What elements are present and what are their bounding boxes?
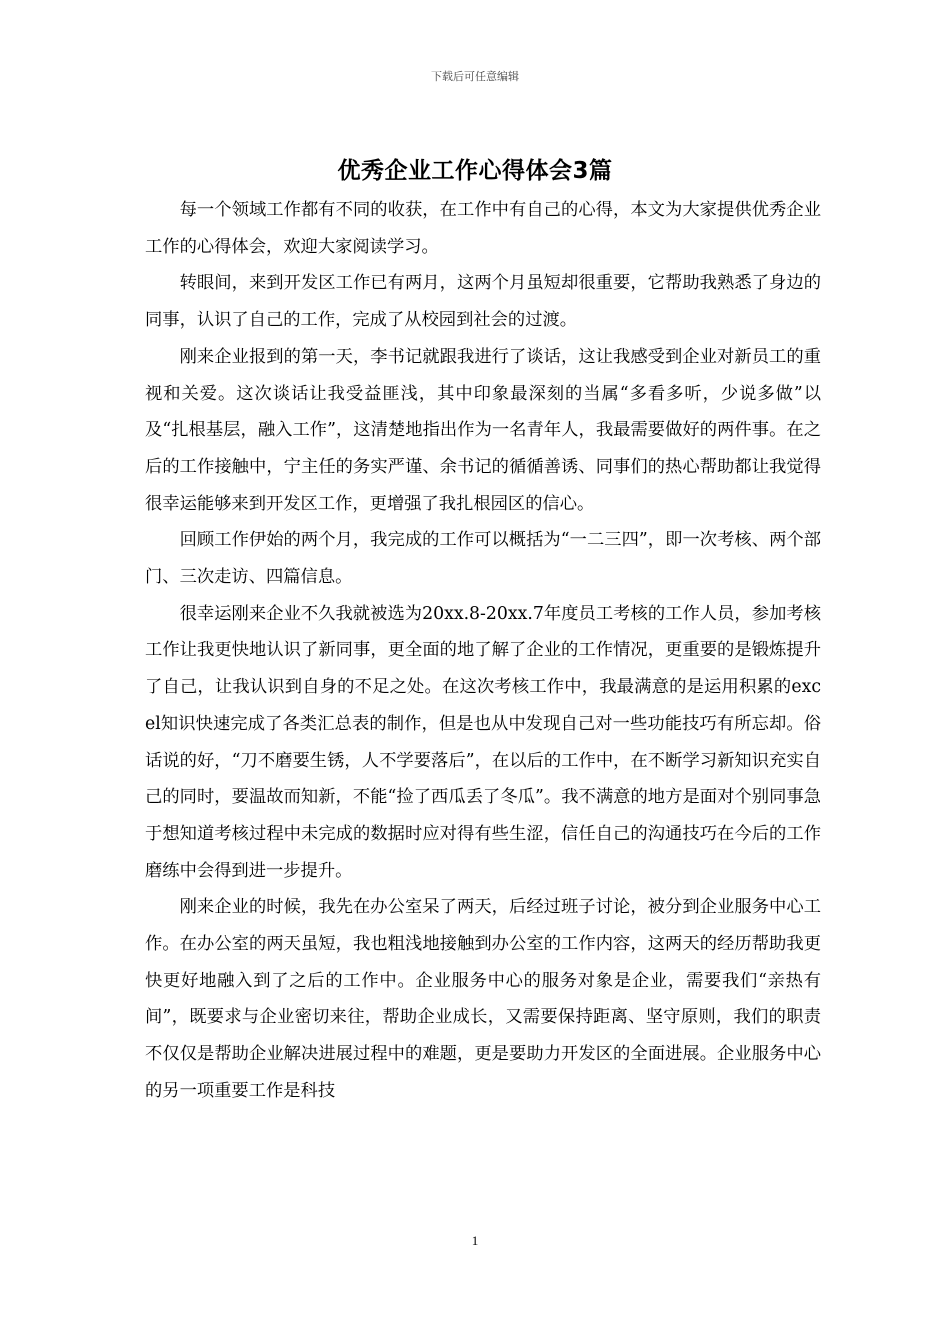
paragraph: 每一个领域工作都有不同的收获，在工作中有自己的心得，本文为大家提供优秀企业工作的心得体会，欢迎大家阅读学习。	[145, 200, 821, 257]
header-note: 下载后可任意编辑	[431, 70, 519, 83]
paragraph: 回顾工作伊始的两个月，我完成的工作可以概括为“一二三四”，即一次考核、两个部门、三次走访、四篇信息。	[145, 530, 821, 588]
paragraph: 刚来企业的时候，我先在办公室呆了两天，后经过班子讨论，被分到企业服务中心工作。在办公室的两天虽短，我也粗浅地接触到办公室的工作内容，这两天的经历帮助我更快更好地融入到了之后的工作中。企业服务中心的服务对象是企业，需要我们“亲热有间”，既要求与企业密切来往，帮助企业成长，又需要保持距离、坚守原则，我们的职责不仅仅是帮助企业解决进展过程中的难题，更是要助力开发区的全面进展。企业服务中心的另一项重要工作是科技	[145, 897, 821, 1101]
document-title: 优秀企业工作心得体会3篇	[337, 158, 613, 184]
paragraph: 转眼间，来到开发区工作已有两月，这两个月虽短却很重要，它帮助我熟悉了身边的同事，认识了自己的工作，完成了从校园到社会的过渡。	[145, 273, 821, 331]
document-body	[145, 192, 821, 1110]
paragraph: 很幸运刚来企业不久我就被选为20xx.8-20xx.7年度员工考核的工作人员，参加考核工作让我更快地认识了新同事，更全面的地了解了企业的工作情况，更重要的是锻炼提升了自己，让我认识到自身的不足之处。在这次考核工作中，我最满意的是运用积累的excel知识快速完成了各类汇总表的制作，但是也从中发现自己对一些功能技巧有所忘却。俗话说的好，“刀不磨要生锈，人不学要落后”，在以后的工作中，在不断学习新知识充实自己的同时，要温故而知新，不能“捡了西瓜丢了冬瓜”。我不满意的地方是面对个别同事急于想知道考核过程中未完成的数据时应对得有些生涩，信任自己的沟通技巧在今后的工作磨练中会得到进一步提升。	[145, 603, 821, 881]
page-number: 1	[471, 1233, 479, 1248]
paragraph: 刚来企业报到的第一天，李书记就跟我进行了谈话，这让我感受到企业对新员工的重视和关爱。这次谈话让我受益匪浅，其中印象最深刻的当属“多看多听，少说多做”以及“扎根基层，融入工作”，这清楚地指出作为一名青年人，我最需要做好的两件事。在之后的工作接触中，宁主任的务实严谨、余书记的循循善诱、同事们的热心帮助都让我觉得很幸运能够来到开发区工作，更增强了我扎根园区的信心。	[145, 346, 821, 514]
